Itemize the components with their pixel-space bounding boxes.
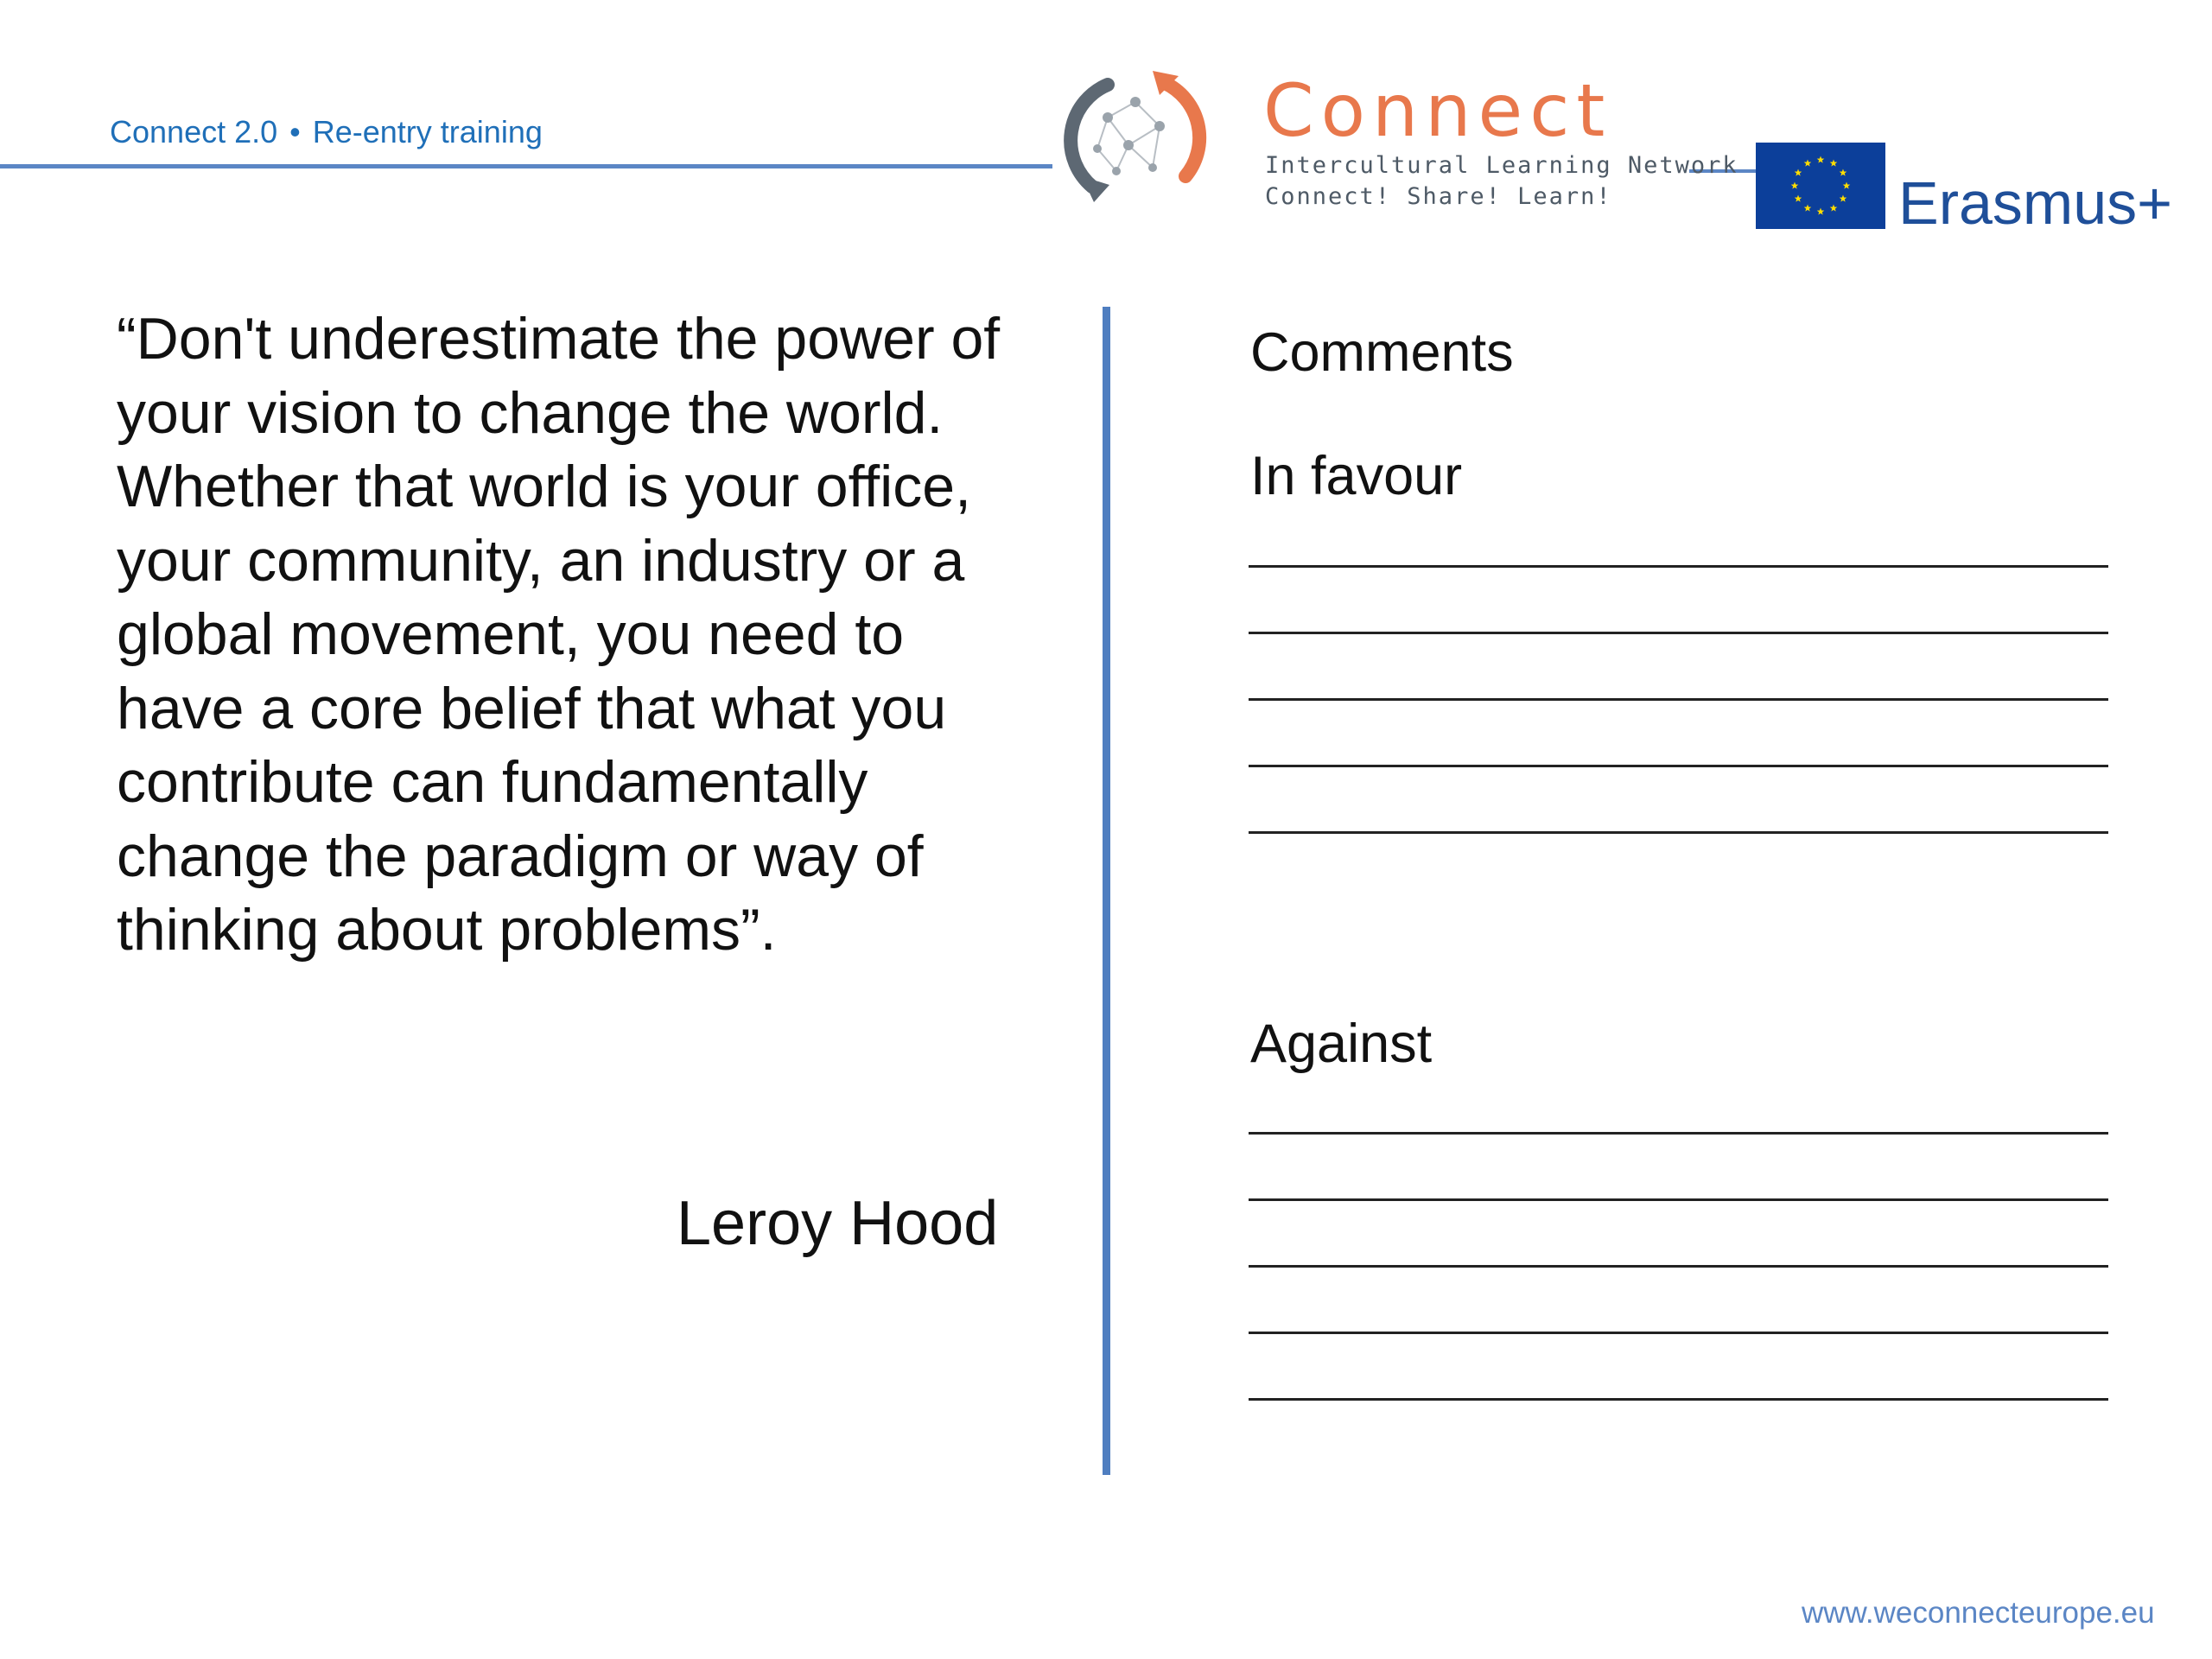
header-course: Re-entry training (312, 114, 543, 149)
in-favour-line-2[interactable] (1249, 632, 2108, 634)
header-rule-left (0, 164, 1052, 168)
in-favour-label: In favour (1250, 446, 1463, 506)
header-program: Connect 2.0 (110, 114, 278, 149)
connect-brand-name: Connect (1263, 68, 1612, 153)
against-line-1[interactable] (1249, 1132, 2108, 1135)
against-line-2[interactable] (1249, 1198, 2108, 1201)
quote-author: Leroy Hood (677, 1189, 999, 1258)
connect-tagline-motto: Connect! Share! Learn! (1265, 183, 1612, 210)
eu-flag-icon (1756, 143, 1885, 229)
header-breadcrumb (110, 114, 543, 150)
header-separator: • (289, 114, 301, 149)
connect-tagline-network: Intercultural Learning Network (1265, 152, 1738, 179)
in-favour-line-1[interactable] (1249, 565, 2108, 568)
against-line-3[interactable] (1249, 1265, 2108, 1268)
against-line-5[interactable] (1249, 1398, 2108, 1401)
in-favour-line-5[interactable] (1249, 831, 2108, 834)
vertical-divider (1103, 307, 1110, 1475)
in-favour-line-3[interactable] (1249, 698, 2108, 701)
against-label: Against (1250, 1014, 1433, 1074)
in-favour-line-4[interactable] (1249, 765, 2108, 767)
erasmus-plus-logo: Erasmus+ (1898, 169, 2173, 237)
against-line-4[interactable] (1249, 1332, 2108, 1334)
comments-heading: Comments (1250, 322, 1514, 383)
quote-text: “Don't underestimate the power of your vision to change the world. Whether that world is your office, your community, an industry or a global movement, you need to have a core belief that what you contribute can fundamentally change the paradigm or way of thinking about problems”. (117, 306, 1001, 963)
footer-website-link[interactable]: www.weconnecteurope.eu (1802, 1596, 2155, 1630)
connect-logo-icon (1056, 66, 1217, 208)
